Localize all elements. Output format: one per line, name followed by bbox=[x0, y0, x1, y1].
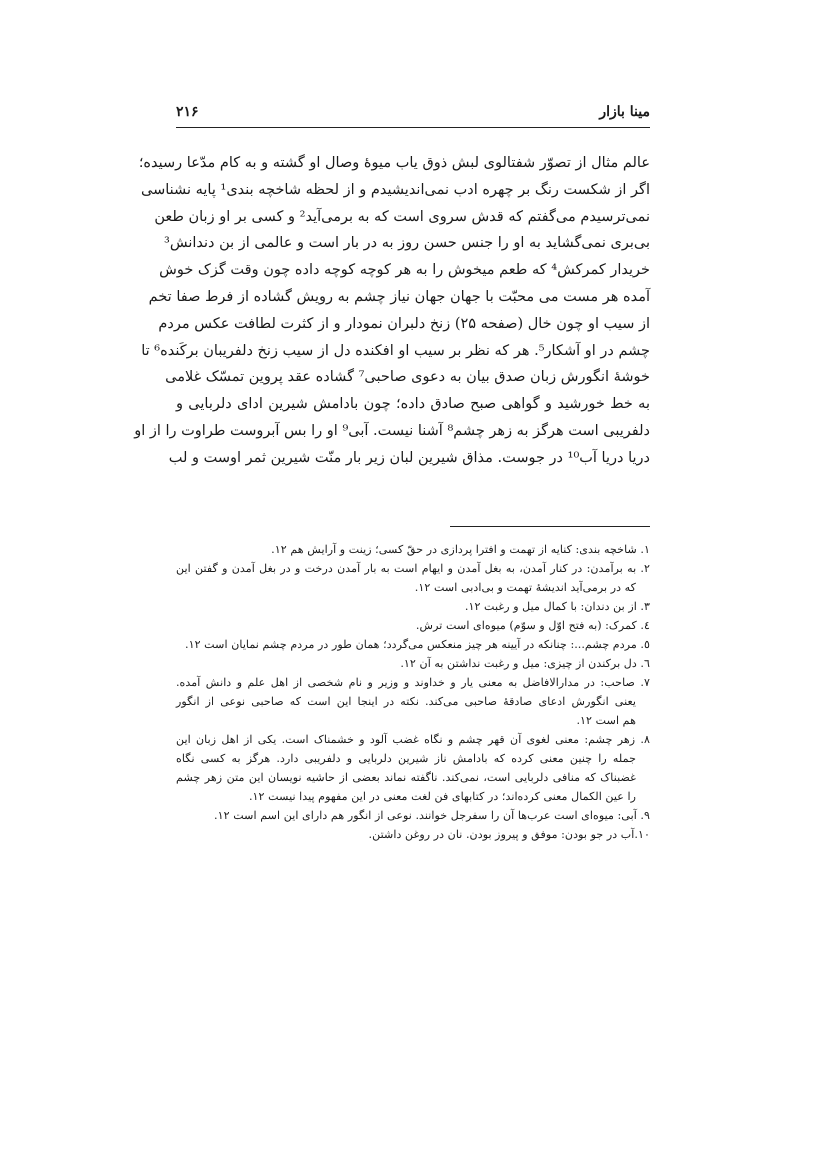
body-line: عالم مثال از تصوّر شفتالوی لبش ذوق یاب میوهٔ وصال او گشته و به کام مدّعا رسیده؛ bbox=[138, 155, 650, 171]
body-line: دریا دریا آب¹⁰ در جوست. مذاق شیرین لبان زیر بار منّت شیرین ثمر اوست و لب bbox=[168, 449, 650, 466]
footnotes bbox=[176, 540, 650, 844]
body-text bbox=[134, 150, 650, 472]
footnote-line: ٥. مردم چشم...: چنانکه در آیینه هر چیز منعکس می‌گردد؛ همان طور در مردم چشم نمایان است ۱۲. bbox=[185, 638, 650, 651]
body-line: دلفریبی است هرگز به زهر چشم⁸ آشنا نیست. آبی⁹ او را بس آبروست طراوت را از او bbox=[134, 422, 650, 439]
running-title: مینا بازار bbox=[599, 104, 650, 120]
footnote-line: ٨. زهر چشم: معنی لغوی آن قهر چشم و نگاه غضب آلود و خشمناک است. یکی از اهل زبان این bbox=[176, 733, 650, 746]
page-header bbox=[176, 98, 650, 128]
footnote-line: ۳. از بن دندان: با کمال میل و رغبت ۱۲. bbox=[464, 600, 650, 613]
body-line: نمی‌ترسیدم می‌گفتم که قدش سروی است که به برمی‌آید² و کسی بر او زبان طعن bbox=[154, 208, 650, 225]
body-line: آمده هر مست می محبّت با جهان جهان نیاز چشم به رویش گشاده از فرط صفا تخم bbox=[148, 288, 650, 305]
footnote-line: ٦. دل برکندن از چیزی: میل و رغبت نداشتن به آن ۱۲. bbox=[400, 657, 650, 670]
body-line: بی‌بری نمی‌گشاید به او را جنس حسن روز به در بار است و عالمی از بن دندانش³ bbox=[164, 235, 650, 252]
footnote-line: ۱۰.آب در جو بودن: موفق و پیروز بودن. نان در روغن داشتن. bbox=[368, 828, 650, 841]
footnote-separator bbox=[450, 526, 650, 527]
header-rule bbox=[176, 127, 650, 128]
footnote-line: ٩. آبی: میوه‌ای است عرب‌ها آن را سفرجل خوانند. نوعی از انگور هم دارای این اسم است ۱۲. bbox=[214, 809, 650, 822]
footnote-line: ٤. کمرک: (به فتح اوّل و سوّم) میوه‌ای است ترش. bbox=[415, 619, 650, 632]
body-line: اگر از شکست رنگ بر چهره ادب نمی‌اندیشیدم و از لحظه شاخچه بندی¹ پایه نشناسی bbox=[141, 181, 650, 198]
page-number: ۲۱۶ bbox=[176, 104, 199, 120]
body-line: به خط خورشید و گواهی صبح صادق داده؛ چون بادامش شیرین ادای دلربایی و bbox=[176, 396, 650, 413]
body-line: خریدار کمرکش⁴ که طعم میخوش را به هر کوچه کوچه داده چون وقت گزک خوش bbox=[159, 262, 650, 279]
body-line: خوشهٔ انگورش زبان صدق بیان به دعوی صاحبی⁷ گشاده عقد پروین تمسّک غلامی bbox=[165, 369, 650, 386]
footnote-line: یعنی انگورش ادعای صادقهٔ صاحبی می‌کند. نکته در اینجا این است که صاحبی نوعی از انگور bbox=[176, 695, 636, 708]
footnote-line: ۱. شاخچه بندی: کنایه از تهمت و افترا پردازی در حقّ کسی؛ زینت و آرایش هم ۱۲. bbox=[271, 543, 650, 556]
footnote-line: جمله را چنین معنی کرده که بادامش ناز شیرین دلربایی و دلفریبی دارد. هرگز به کسی نگاه bbox=[176, 752, 636, 765]
footnote-line: را عین الکمال معنی کرده‌اند؛ در کتابهای فن لغت معنی در این مفهوم پیدا نیست ۱۲. bbox=[248, 790, 636, 803]
footnote-line: که در برمی‌آید اندیشهٔ تهمت و بی‌ادبی است ۱۲. bbox=[414, 581, 636, 594]
footnote-line: هم است ۱۲. bbox=[576, 714, 636, 727]
body-line: از سیب او چون خال (صفحه ۲۵) زنخ دلبران نمودار و از کثرت لطافت عکس مردم bbox=[158, 315, 650, 332]
body-line: چشم در او آشکار⁵. هر که نظر بر سیب او افکنده دل از سیب زنخ دلفریبان برکَنده⁶ تا bbox=[141, 342, 650, 359]
footnote-line: غضبناک که منافی دلربایی است، نمی‌کند. ناگفته نماند بعضی از حاشیه نویسان این متن زهر چشم bbox=[176, 771, 636, 784]
footnote-line: ۲. به برآمدن: در کنار آمدن، به بغل آمدن و ایهام است به بار آمدن درخت و در بغل آمدن و گفتن این bbox=[176, 562, 650, 575]
footnote-line: ٧. صاحب: در مدارالافاضل به معنی یار و خداوند و وزیر و نام شخصی از اهل علم و دانش آمده. bbox=[176, 676, 650, 689]
